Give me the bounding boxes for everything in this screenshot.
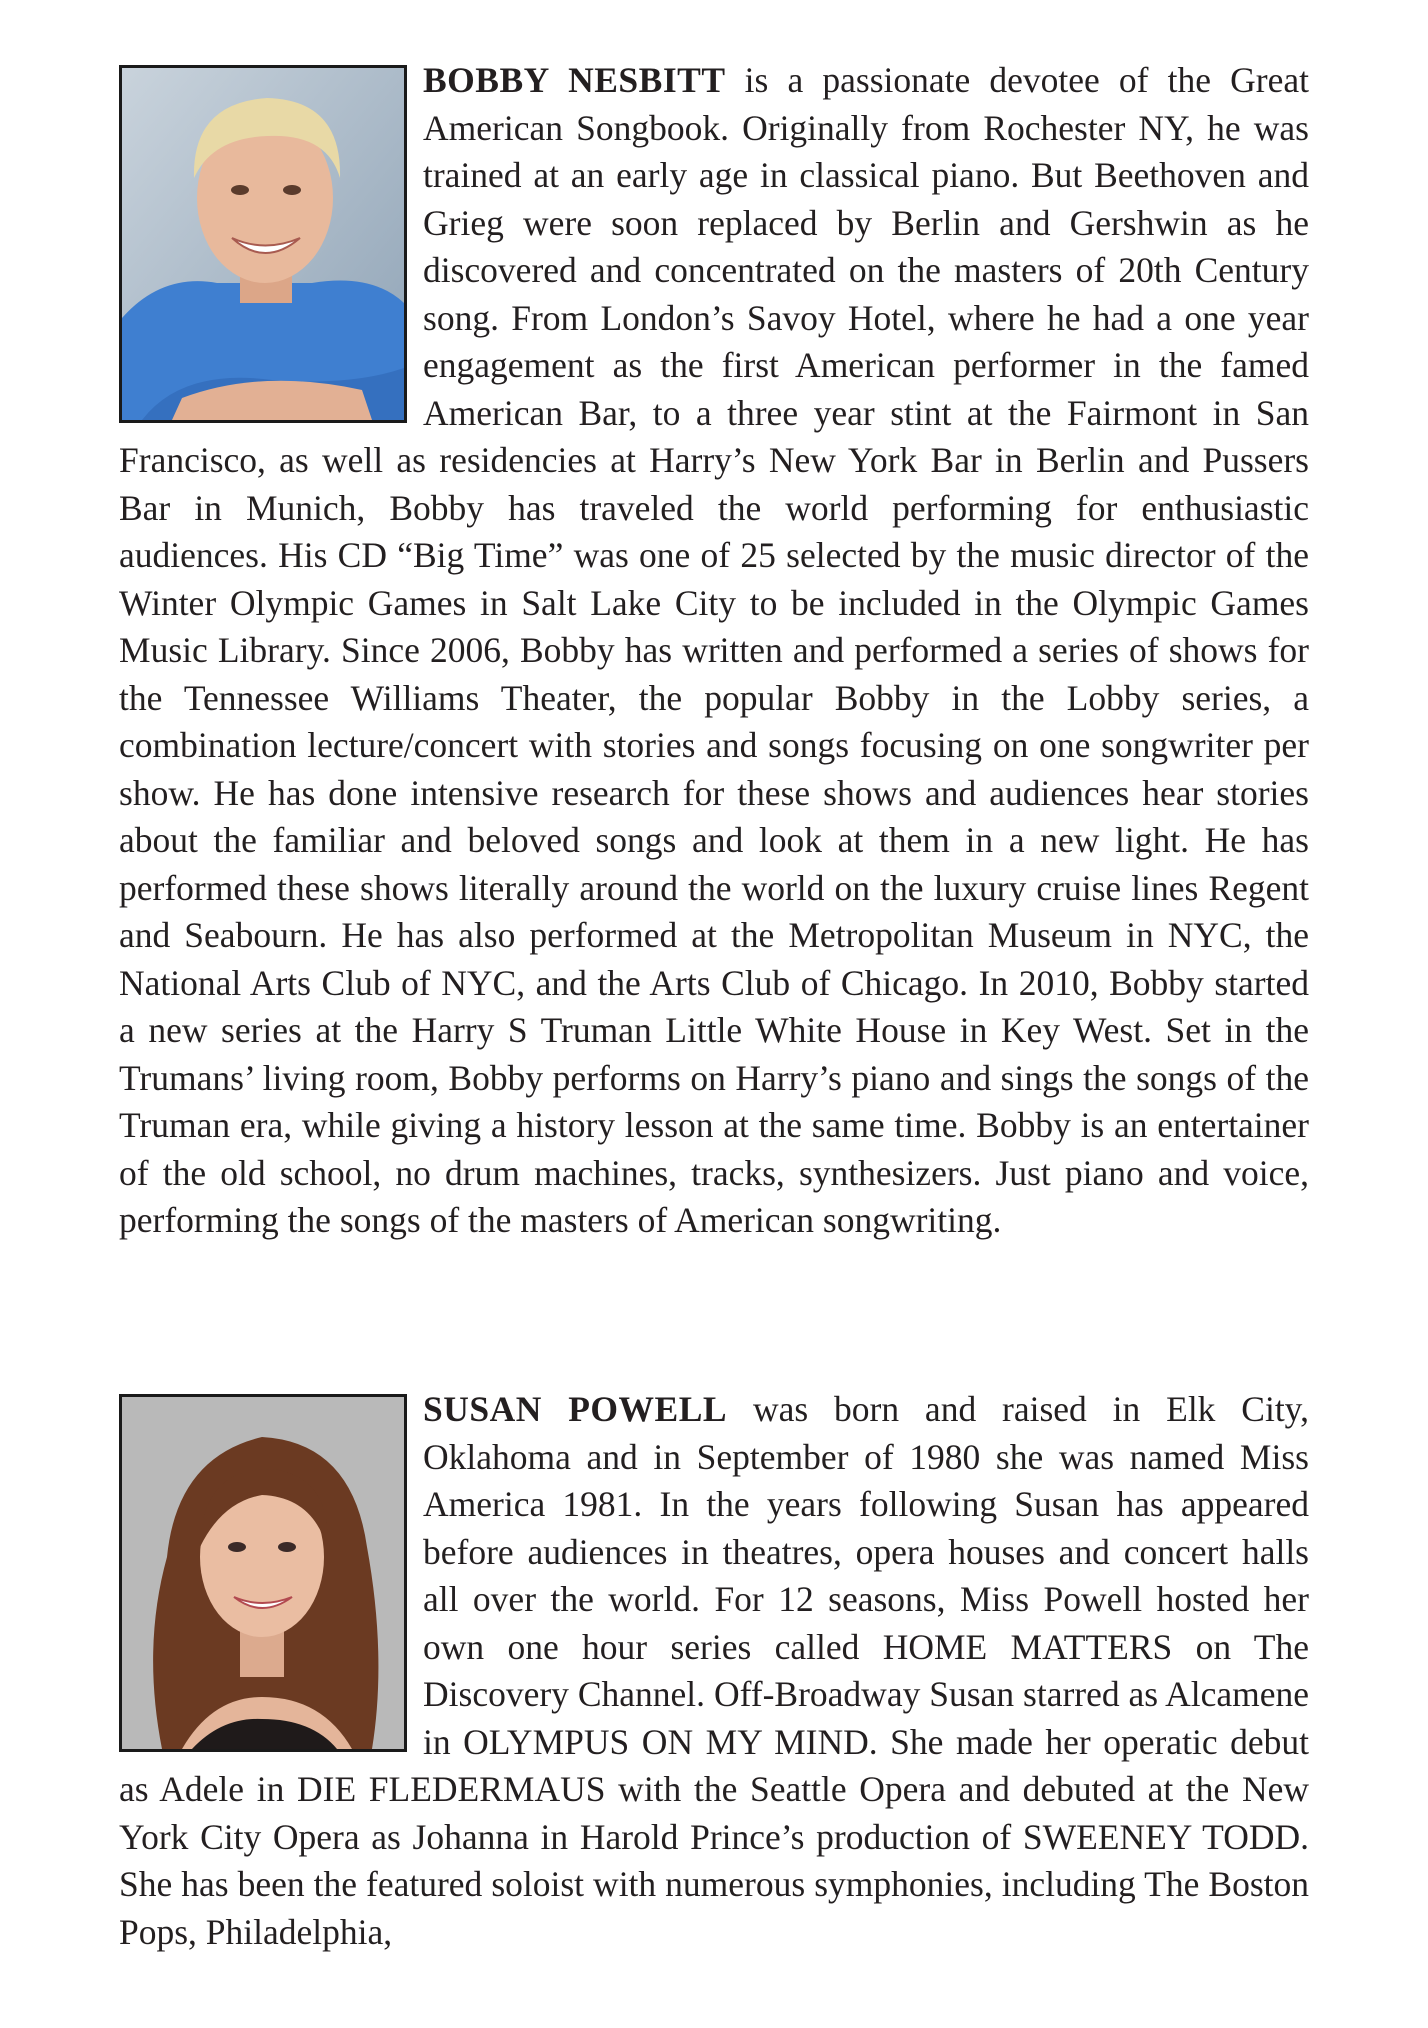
bio-text: was born and raised in Elk City, Oklahoma and in September of 1980 she was named Miss America 1981. In the years following Susan has appeared before audiences in theatres, opera houses and concert halls all over the world. For 12 seasons, Miss Powell hosted her own one hour series called HOME MATTERS on The Discovery Channel. Off-Broadway Susan starred as Alcamene in OLYMPUS ON MY MIND. She made her operatic debut as Adele in DIE FLEDERMAUS with the Seattle Opera and debuted at the New York City Opera as Johanna in Harold Prince’s production of SWEENEY TODD. She has been the featured soloist with numerous symphonies, including The Boston Pops, Philadelphia, bbox=[119, 1389, 1310, 1952]
bio-text: is a passionate devotee of the Great American Songbook. Originally from Rochester NY, he was trained at an early age in classical piano. But Beethoven and Grieg were soon replaced by Berlin and Gershwin as he discovered and concentrated on the masters of 20th Century song. From London’s Savoy Hotel, where he had a one year engagement as the first American performer in the famed American Bar, to a three year stint at the Fairmont in San Francisco, as well as residencies at Harry’s New York Bar in Berlin and Pussers Bar in Munich, Bobby has traveled the world performing for enthusiastic audiences. His CD “Big Time” was one of 25 selected by the music director of the Winter Olympic Games in Salt Lake City to be included in the Olympic Games Music Library. Since 2006, Bobby has written and performed a series of shows for the Tennessee Williams Theater, the popular Bobby in the Lobby series, a combination lecture/concert with stories and songs focusing on one songwriter per show. He has done intensive research for these shows and audiences hear stories about the familiar and beloved songs and look at them in a new light. He has performed these shows literally around the world on the luxury cruise lines Regent and Seabourn. He has also performed at the Metropolitan Museum in NYC, the National Arts Club of NYC, and the Arts Club of Chicago. In 2010, Bobby started a new series at the Harry S Truman Little White House in Key West. Set in the Trumans’ living room, Bobby performs on Harry’s piano and sings the songs of the Truman era, while giving a history lesson at the same time. Bobby is an entertainer of the old school, no drum machines, tracks, synthesizers. Just piano and voice, performing the songs of the masters of American songwriting. bbox=[119, 60, 1309, 1240]
bio-name: SUSAN POWELL bbox=[423, 1389, 728, 1429]
bio-susan-powell bbox=[119, 1386, 1309, 1956]
bio-bobby-nesbitt bbox=[119, 57, 1309, 1245]
photo-susan-powell bbox=[119, 1394, 407, 1752]
bio-name: BOBBY NESBITT bbox=[423, 60, 726, 100]
photo-bobby-nesbitt bbox=[119, 65, 407, 423]
